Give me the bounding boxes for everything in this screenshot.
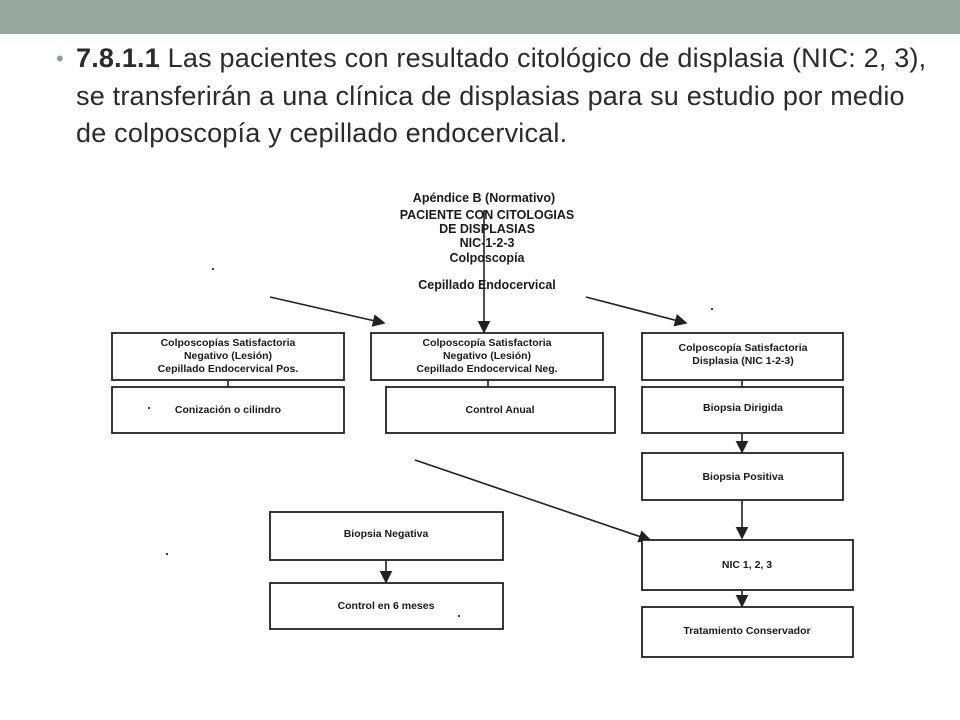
box-left-top bbox=[112, 333, 344, 380]
bullet-number: 7.8.1.1 bbox=[76, 43, 160, 73]
bullet-body: Las pacientes con resultado citológico de displasia (NIC: 2, 3), se transferirán a una clínica de displasias para su estudio por medio de colposcopía y cepillado endocervical. bbox=[76, 43, 927, 148]
mid-top-line1: Colposcopía Satisfactoria bbox=[422, 337, 552, 349]
connector-right bbox=[586, 297, 686, 323]
control-anual-label: Control Anual bbox=[465, 404, 535, 416]
connector-left bbox=[270, 297, 384, 323]
left-top-line1: Colposcopías Satisfactoria bbox=[160, 337, 296, 349]
mid-top-line3: Cepillado Endocervical Neg. bbox=[416, 363, 558, 375]
box-biopsia-positiva bbox=[642, 453, 843, 500]
box-conizacion bbox=[112, 387, 344, 433]
header-colposcopy: Colposcopía bbox=[449, 251, 525, 265]
tratamiento-label: Tratamiento Conservador bbox=[683, 625, 811, 637]
mid-top-line2: Negativo (Lesión) bbox=[442, 350, 532, 362]
control-6-label: Control en 6 meses bbox=[337, 600, 435, 612]
header-dysplasia: DE DISPLASIAS bbox=[439, 222, 535, 236]
right-top-line2: Displasia (NIC 1-2-3) bbox=[692, 355, 794, 367]
header-brushing: Cepillado Endocervical bbox=[418, 278, 556, 292]
flowchart-header bbox=[400, 191, 575, 292]
scan-specks bbox=[148, 268, 713, 617]
header-nic: NIC-1-2-3 bbox=[459, 236, 515, 250]
box-biopsia-dirigida bbox=[642, 387, 843, 433]
box-control-anual bbox=[386, 387, 615, 433]
bullet-dot-icon: • bbox=[56, 46, 64, 71]
nic-label: NIC 1, 2, 3 bbox=[721, 559, 773, 571]
right-top-line1: Colposcopía Satisfactoria bbox=[678, 342, 808, 354]
left-top-line2: Negativo (Lesión) bbox=[183, 350, 273, 362]
box-tratamiento bbox=[642, 607, 853, 657]
header-patient: PACIENTE CON CITOLOGIAS bbox=[399, 208, 575, 222]
biopsia-negativa-label: Biopsia Negativa bbox=[343, 528, 429, 540]
biopsia-positiva-label: Biopsia Positiva bbox=[702, 471, 784, 483]
box-right-top bbox=[642, 333, 843, 380]
box-biopsia-negativa bbox=[270, 512, 503, 560]
header-appendix: Apéndice B (Normativo) bbox=[412, 191, 556, 205]
box-nic bbox=[642, 540, 853, 590]
box-control-6 bbox=[270, 583, 503, 629]
box-mid-top bbox=[371, 333, 603, 380]
left-top-line3: Cepillado Endocervical Pos. bbox=[157, 363, 299, 375]
biopsia-dirigida-label: Biopsia Dirigida bbox=[703, 402, 783, 414]
conizacion-label: Conización o cilindro bbox=[174, 404, 282, 416]
